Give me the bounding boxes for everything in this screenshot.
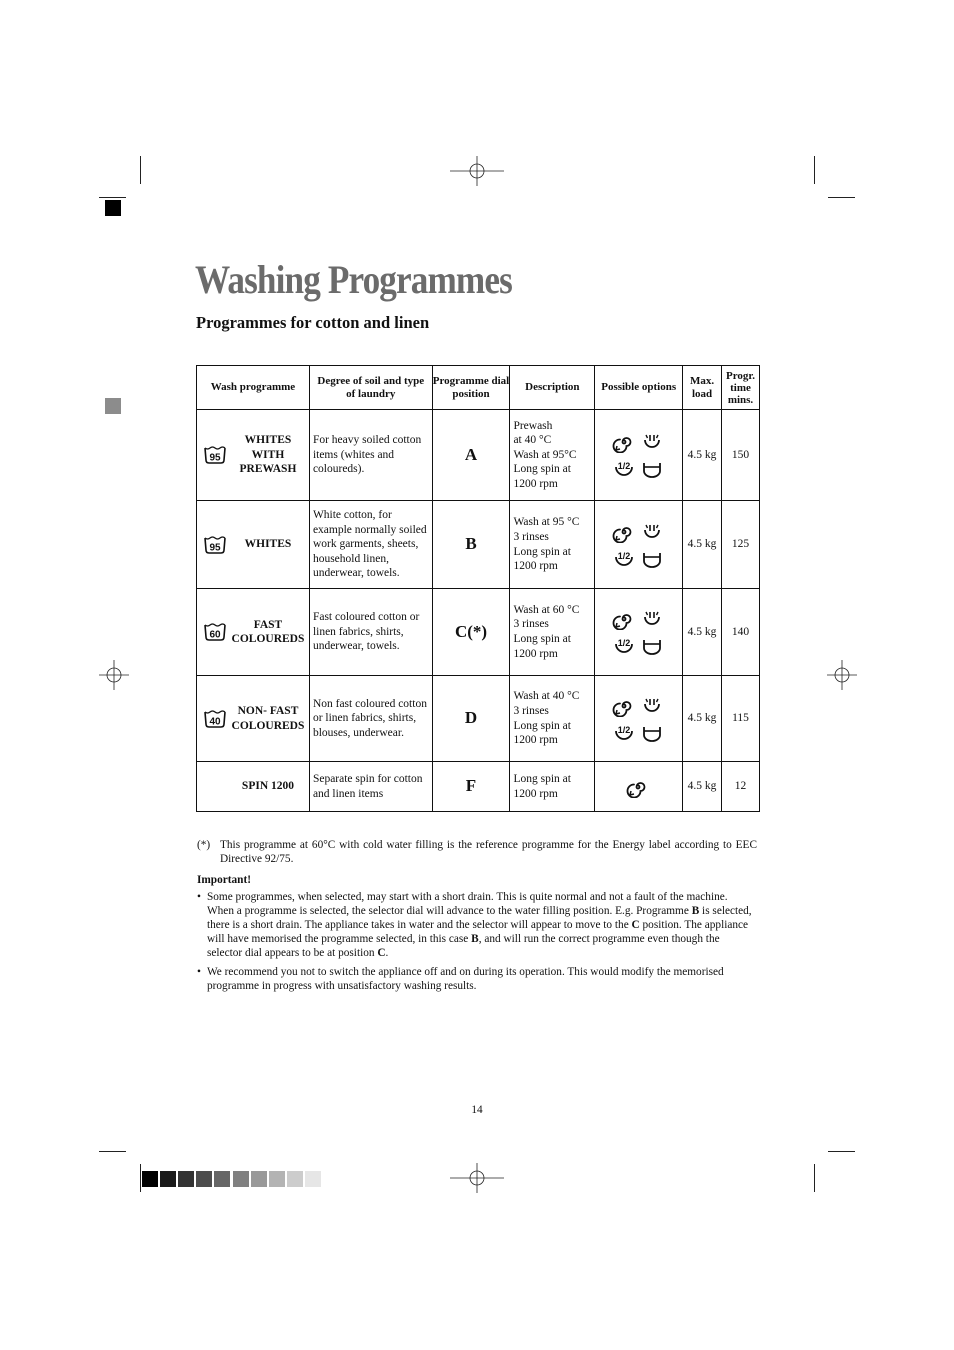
cell-description (510, 762, 595, 812)
registration-mark-right (827, 660, 857, 690)
programme-name (227, 779, 309, 794)
cell-options (595, 762, 683, 812)
corner-black-square (105, 200, 121, 216)
drain-icon (640, 457, 666, 479)
registration-mark-left (99, 660, 129, 690)
cell-max-load: 4.5 kg (683, 762, 722, 812)
cell-options (595, 676, 683, 762)
table-row (197, 410, 760, 501)
description-line: Wash at 40 °C (513, 690, 580, 703)
cell-description (510, 676, 595, 762)
programme-name (227, 704, 309, 733)
cell-description (510, 501, 595, 589)
crop-mark (140, 1164, 141, 1192)
col-header-degree-soil: Degree of soil and type of laundry (309, 366, 432, 410)
bullet-1-bold: B (471, 933, 479, 945)
description-line: 3 rinses (513, 618, 549, 631)
description-line: Long spin at (513, 772, 571, 785)
cell-max-load: 4.5 kg (683, 410, 722, 501)
color-swatch (196, 1171, 212, 1187)
registration-mark-bottom (450, 1163, 504, 1193)
programme-name (227, 537, 309, 552)
wash-tub-icon (203, 445, 227, 470)
svg-text:1/2: 1/2 (617, 638, 630, 648)
rinse-hold-icon (640, 695, 666, 717)
cell-programme-time: 150 (722, 410, 760, 501)
description-line: 1200 rpm (513, 787, 558, 800)
color-swatch (305, 1171, 321, 1187)
programme-name-line: WITH (251, 448, 285, 461)
svg-text:60: 60 (209, 629, 221, 641)
important-heading: Important! (197, 874, 251, 886)
page-title: Washing Programmes (195, 257, 512, 302)
half-spin-icon (612, 547, 638, 569)
crop-mark (814, 156, 815, 184)
cell-max-load: 4.5 kg (683, 589, 722, 676)
half-spin-icon (612, 721, 638, 743)
programme-name-line: COLOUREDS (231, 719, 305, 732)
spin-icon (612, 695, 638, 717)
table-header-row (197, 366, 760, 410)
cell-dial-position: F (432, 762, 510, 812)
description-line: Wash at 95°C (513, 448, 577, 461)
crop-mark (99, 197, 126, 198)
spin-icon (612, 608, 638, 630)
description-line: Long spin at (513, 463, 571, 476)
description-line: 3 rinses (513, 530, 549, 543)
cell-programme-time: 115 (722, 676, 760, 762)
cell-wash-programme (197, 410, 310, 501)
color-swatch (178, 1171, 194, 1187)
cell-programme-time: 140 (722, 589, 760, 676)
cell-wash-programme (197, 501, 310, 589)
page-subtitle: Programmes for cotton and linen (196, 313, 430, 332)
col-header-max-load-line: Max. (689, 374, 715, 387)
cell-options (595, 589, 683, 676)
cell-max-load: 4.5 kg (683, 501, 722, 589)
col-header-max-load (683, 366, 722, 410)
description-line: at 40 °C (513, 434, 552, 447)
description-line: Long spin at (513, 633, 571, 645)
programme-name-line: WHITES (244, 434, 292, 447)
description-line: 1200 rpm (513, 560, 558, 573)
half-spin-icon (612, 634, 638, 656)
rinse-hold-icon (640, 431, 666, 453)
bullet-1-text (207, 890, 757, 960)
wash-tub-icon (203, 622, 227, 647)
col-header-time-line: Progr. (725, 369, 756, 382)
spin-icon (612, 431, 638, 453)
cell-dial-position: D (432, 676, 510, 762)
bullet-1-part: , and will run the correct programme even though the selector dial appears to be at position (207, 933, 720, 959)
color-swatch (269, 1171, 285, 1187)
bullet-1-part: position. The appliance will have memorised the programme selected, in this case (207, 919, 749, 945)
col-header-options: Possible options (595, 366, 683, 410)
description-line: 3 rinses (513, 704, 549, 717)
wash-tub-icon (203, 709, 227, 734)
bullet-2-marker: • (197, 966, 201, 978)
cell-options (595, 501, 683, 589)
description-line: Wash at 95 °C (513, 516, 580, 529)
programme-name-line: SPIN 1200 (241, 780, 294, 793)
half-spin-icon (612, 457, 638, 479)
crop-mark (140, 156, 141, 184)
col-header-time (722, 366, 760, 410)
table-row (197, 589, 760, 676)
bullet-2-text: We recommend you not to switch the appliance off and on during its operation. This would modify the memorised programme in progress with unsatisfactory washing results. (207, 966, 724, 992)
svg-text:40: 40 (209, 716, 221, 727)
color-swatch (251, 1171, 267, 1187)
cell-degree-soil: White cotton, for example normally soiled work garments, sheets, household linen, underwear, towels. (309, 501, 432, 589)
programme-table (196, 365, 760, 812)
spin-icon (626, 776, 652, 798)
cell-programme-time: 125 (722, 501, 760, 589)
description-line: 1200 rpm (513, 477, 558, 490)
cell-description (510, 589, 595, 676)
cell-degree-soil: Fast coloured cotton or linen fabrics, shirts, underwear, towels. (309, 589, 432, 676)
table-row (197, 676, 760, 762)
bullet-1-part: . (385, 947, 389, 959)
description-line: Wash at 60 °C (513, 603, 580, 616)
color-swatch (287, 1171, 303, 1187)
drain-icon (640, 721, 666, 743)
description-line: Long spin at (513, 545, 571, 558)
color-swatch (214, 1171, 230, 1187)
programme-name-line: COLOUREDS (231, 633, 305, 645)
table-row (197, 762, 760, 812)
crop-mark (99, 1151, 126, 1152)
table-row (197, 501, 760, 589)
svg-text:1/2: 1/2 (617, 461, 630, 471)
spin-icon (612, 521, 638, 543)
programme-name (227, 433, 309, 477)
crop-mark (828, 1151, 855, 1152)
programme-name-line: FAST (253, 618, 283, 631)
svg-text:95: 95 (209, 452, 221, 464)
bullet-1-bold: C (377, 947, 386, 959)
bullet-1-bold: B (691, 905, 700, 917)
cell-degree-soil: Separate spin for cotton and linen items (309, 762, 432, 812)
registration-mark-top (450, 156, 504, 186)
cell-degree-soil: Non fast coloured cotton or linen fabrics, shirts, blouses, underwear. (309, 676, 432, 762)
cell-dial-position: C(*) (432, 589, 510, 676)
color-swatch (142, 1171, 158, 1187)
col-header-time-line: mins. (727, 393, 754, 406)
programme-name (227, 618, 309, 647)
cell-wash-programme (197, 762, 310, 812)
footnote: This programme at 60°C with cold water filling is the reference programme for the Energy label according to EEC Directive 92/75. (220, 839, 757, 865)
color-swatch (160, 1171, 176, 1187)
description-line: 1200 rpm (513, 734, 558, 747)
svg-text:1/2: 1/2 (617, 724, 630, 735)
svg-text:1/2: 1/2 (617, 550, 630, 561)
bullet-1-part: is selected, there is a short drain. The appliance takes in water and the selector will appear to move to the (207, 905, 752, 931)
wash-tub-icon (203, 535, 227, 560)
col-header-time-line: time (730, 381, 751, 394)
cell-wash-programme (197, 589, 310, 676)
cell-options (595, 410, 683, 501)
description-line: Long spin at (513, 719, 571, 732)
rinse-hold-icon (640, 608, 666, 630)
side-grey-square (105, 398, 121, 414)
col-header-description: Description (510, 366, 595, 410)
color-swatch (233, 1171, 249, 1187)
cell-description (510, 410, 595, 501)
cell-programme-time: 12 (722, 762, 760, 812)
svg-text:95: 95 (209, 542, 221, 553)
col-header-wash-programme: Wash programme (197, 366, 310, 410)
page-number: 14 (471, 1104, 483, 1116)
cell-wash-programme (197, 676, 310, 762)
bullet-1-marker: • (197, 891, 201, 903)
programme-name-line: NON- FAST (237, 705, 299, 717)
drain-icon (640, 547, 666, 569)
footnote-mark: (*) (197, 839, 211, 851)
description-line: 1200 rpm (513, 647, 558, 660)
bullet-1-part: Some programmes, when selected, may start with a short drain. This is quite normal and not a fault of the machine. When a programme is selected, the selector dial will advance to the water filling position. E.g. Programme (207, 891, 728, 917)
cell-dial-position: B (432, 501, 510, 589)
crop-mark (828, 197, 855, 198)
col-header-max-load-line: load (691, 387, 713, 400)
col-header-dial-position: Programme dial position (432, 366, 510, 410)
programme-name-line: PREWASH (239, 463, 297, 476)
cell-degree-soil: For heavy soiled cotton items (whites and coloureds). (309, 410, 432, 501)
programme-name-line: WHITES (244, 538, 292, 551)
cell-dial-position: A (432, 410, 510, 501)
description-line: Prewash (513, 419, 553, 432)
cell-max-load: 4.5 kg (683, 676, 722, 762)
drain-icon (640, 634, 666, 656)
bullet-1-bold: C (631, 919, 640, 931)
rinse-hold-icon (640, 521, 666, 543)
crop-mark (814, 1164, 815, 1192)
